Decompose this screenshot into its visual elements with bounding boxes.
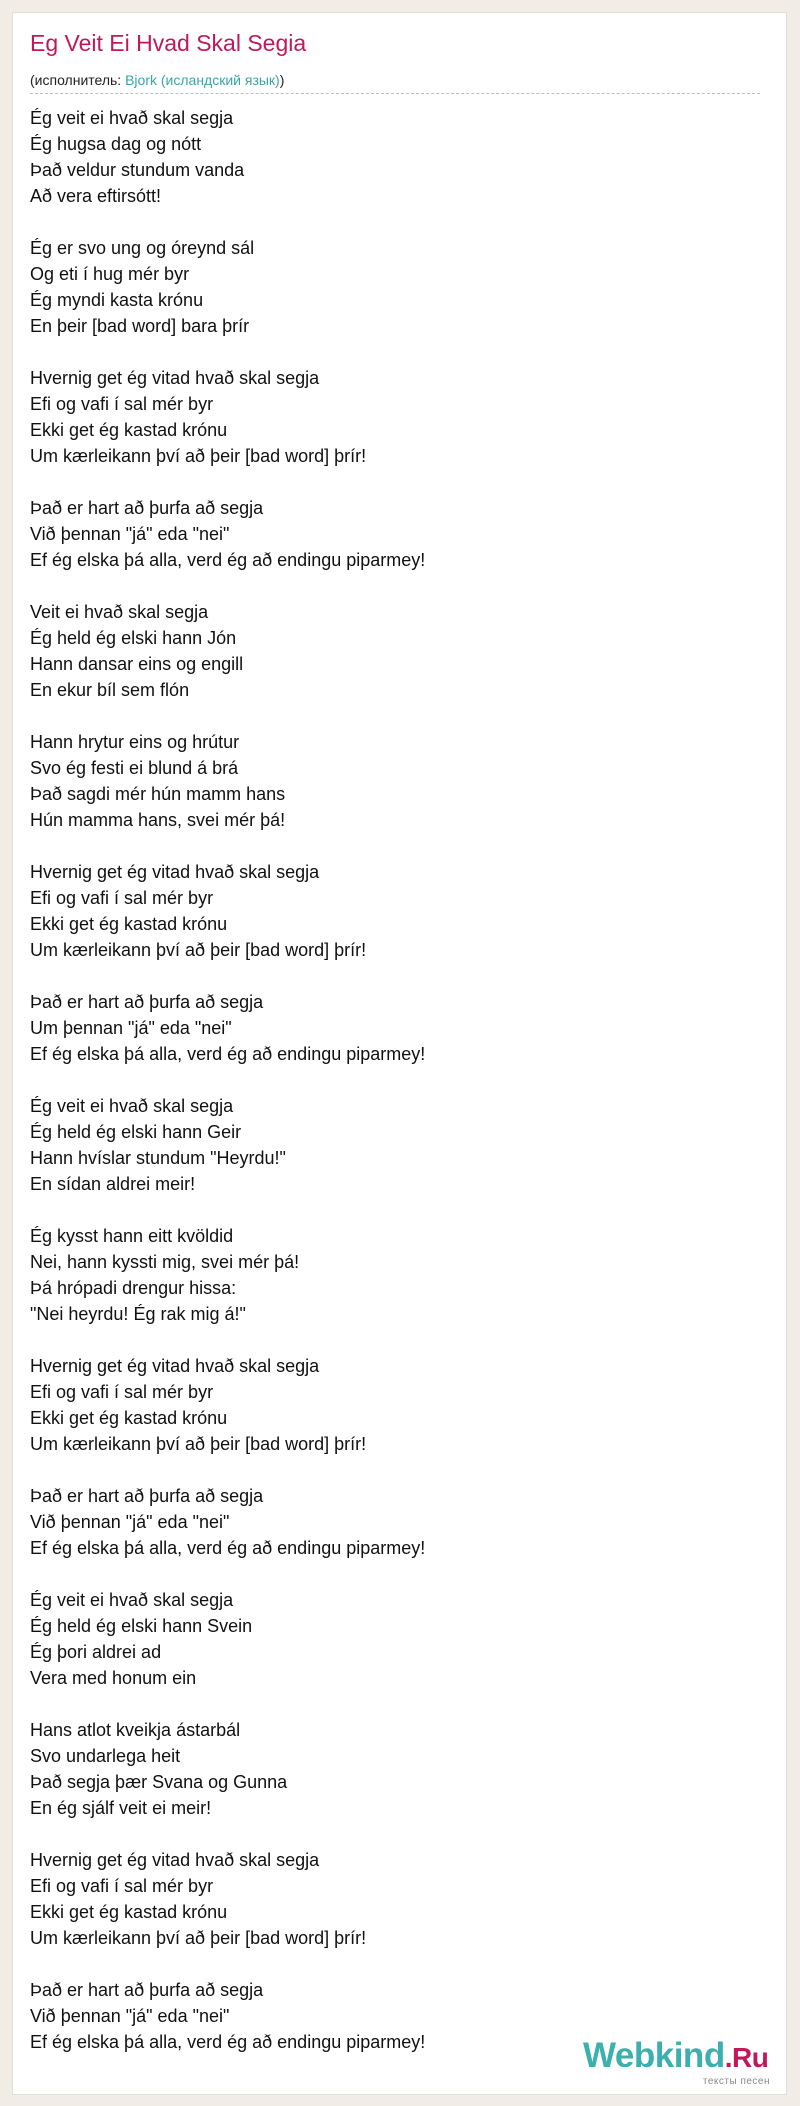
lyric-line: Ég þori aldrei ad bbox=[30, 1642, 162, 1662]
lyric-stanza bbox=[30, 1483, 750, 1561]
lyric-stanza bbox=[30, 729, 750, 833]
artist-prefix: (исполнитель: bbox=[30, 72, 126, 88]
lyric-line: Ég myndi kasta krónu bbox=[30, 290, 204, 310]
lyric-line: Efi og vafi í sal mér byr bbox=[30, 1382, 214, 1402]
lyric-line: Svo undarlega heit bbox=[30, 1746, 181, 1766]
lyric-line: Ekki get ég kastad krónu bbox=[30, 1902, 228, 1922]
lyric-line: Ef ég elska þá alla, verd ég að endingu piparmey! bbox=[30, 2032, 426, 2052]
artist-suffix: ) bbox=[279, 72, 285, 88]
lyric-line: Við þennan "já" eda "nei" bbox=[30, 1512, 230, 1532]
lyric-line: Hans atlot kveikja ástarbál bbox=[30, 1720, 241, 1740]
lyric-stanza bbox=[30, 599, 750, 703]
lyric-line: En ég sjálf veit ei meir! bbox=[30, 1798, 212, 1818]
lyric-line: Um þennan "já" eda "nei" bbox=[30, 1018, 232, 1038]
artist-line bbox=[30, 72, 284, 88]
lyric-line: Þá hrópadi drengur hissa: bbox=[30, 1278, 237, 1298]
lyric-stanza bbox=[30, 989, 750, 1067]
lyric-line: Ef ég elska þá alla, verd ég að endingu piparmey! bbox=[30, 1044, 426, 1064]
lyric-line: Hún mamma hans, svei mér þá! bbox=[30, 810, 286, 830]
lyric-line: Um kærleikann því að þeir [bad word] þrír! bbox=[30, 940, 367, 960]
lyric-line: "Nei heyrdu! Ég rak mig á!" bbox=[30, 1304, 246, 1324]
logo-tld: .Ru bbox=[724, 2042, 769, 2073]
lyric-line: Veit ei hvað skal segja bbox=[30, 602, 209, 622]
lyric-line: Það sagdi mér hún mamm hans bbox=[30, 784, 286, 804]
lyric-line: Það er hart að þurfa að segja bbox=[30, 992, 264, 1012]
lyric-line: Ég veit ei hvað skal segja bbox=[30, 108, 234, 128]
lyric-line: Vera med honum ein bbox=[30, 1668, 197, 1688]
lyric-stanza bbox=[30, 1353, 750, 1457]
lyric-line: Ef ég elska þá alla, verd ég að endingu piparmey! bbox=[30, 1538, 426, 1558]
lyric-line: Efi og vafi í sal mér byr bbox=[30, 1876, 214, 1896]
lyric-line: Það er hart að þurfa að segja bbox=[30, 1486, 264, 1506]
lyric-line: Ekki get ég kastad krónu bbox=[30, 914, 228, 934]
lyric-line: Það er hart að þurfa að segja bbox=[30, 1980, 264, 2000]
lyric-line: Um kærleikann því að þeir [bad word] þrír! bbox=[30, 446, 367, 466]
lyrics-body bbox=[30, 105, 750, 2081]
lyric-line: Hvernig get ég vitad hvað skal segja bbox=[30, 1356, 320, 1376]
lyric-line: Ég held ég elski hann Jón bbox=[30, 628, 237, 648]
logo-main-text: Webkind bbox=[583, 2036, 725, 2075]
lyric-line: Það segja þær Svana og Gunna bbox=[30, 1772, 288, 1792]
lyric-line: En ekur bíl sem flón bbox=[30, 680, 190, 700]
lyric-stanza bbox=[30, 1093, 750, 1197]
lyric-line: Ég veit ei hvað skal segja bbox=[30, 1096, 234, 1116]
lyric-stanza bbox=[30, 1223, 750, 1327]
lyric-stanza bbox=[30, 235, 750, 339]
lyric-line: Ég held ég elski hann Svein bbox=[30, 1616, 253, 1636]
lyric-stanza bbox=[30, 495, 750, 573]
lyric-line: Ef ég elska þá alla, verd ég að endingu piparmey! bbox=[30, 550, 426, 570]
lyric-line: Það veldur stundum vanda bbox=[30, 160, 245, 180]
song-title: Eg Veit Ei Hvad Skal Segia bbox=[30, 30, 307, 56]
lyric-stanza bbox=[30, 859, 750, 963]
logo-wordmark bbox=[583, 2036, 768, 2076]
lyric-stanza bbox=[30, 1587, 750, 1691]
lyric-line: Hann dansar eins og engill bbox=[30, 654, 244, 674]
logo-tagline: тексты песен bbox=[702, 2076, 770, 2087]
lyric-line: Hann hvíslar stundum "Heyrdu!" bbox=[30, 1148, 286, 1168]
lyric-line: Við þennan "já" eda "nei" bbox=[30, 524, 230, 544]
lyric-line: Ekki get ég kastad krónu bbox=[30, 1408, 228, 1428]
artist-link[interactable]: Bjork (исландский язык) bbox=[125, 72, 280, 88]
lyric-line: Ég kysst hann eitt kvöldid bbox=[30, 1226, 234, 1246]
lyric-line: Hvernig get ég vitad hvað skal segja bbox=[30, 1850, 320, 1870]
lyric-line: Að vera eftirsótt! bbox=[30, 186, 162, 206]
lyric-line: Um kærleikann því að þeir [bad word] þrír! bbox=[30, 1928, 367, 1948]
lyric-line: Svo ég festi ei blund á brá bbox=[30, 758, 239, 778]
lyric-line: Ég hugsa dag og nótt bbox=[30, 134, 202, 154]
lyric-stanza bbox=[30, 365, 750, 469]
lyric-line: Efi og vafi í sal mér byr bbox=[30, 888, 214, 908]
lyric-stanza bbox=[30, 1717, 750, 1821]
lyric-line: Efi og vafi í sal mér byr bbox=[30, 394, 214, 414]
lyric-line: Hvernig get ég vitad hvað skal segja bbox=[30, 862, 320, 882]
lyric-line: Ég er svo ung og óreynd sál bbox=[30, 238, 255, 258]
lyric-line: Það er hart að þurfa að segja bbox=[30, 498, 264, 518]
lyric-stanza bbox=[30, 105, 750, 209]
lyric-line: Ég held ég elski hann Geir bbox=[30, 1122, 242, 1142]
lyric-line: Um kærleikann því að þeir [bad word] þrír! bbox=[30, 1434, 367, 1454]
lyric-line: Og eti í hug mér byr bbox=[30, 264, 190, 284]
lyric-line: En sídan aldrei meir! bbox=[30, 1174, 196, 1194]
lyric-line: Hann hrytur eins og hrútur bbox=[30, 732, 240, 752]
lyric-line: Ekki get ég kastad krónu bbox=[30, 420, 228, 440]
dashed-divider bbox=[30, 93, 760, 94]
lyric-line: Við þennan "já" eda "nei" bbox=[30, 2006, 230, 2026]
lyric-line: Ég veit ei hvað skal segja bbox=[30, 1590, 234, 1610]
lyric-stanza bbox=[30, 1847, 750, 1951]
lyric-line: En þeir [bad word] bara þrír bbox=[30, 316, 250, 336]
lyric-line: Hvernig get ég vitad hvað skal segja bbox=[30, 368, 320, 388]
site-logo[interactable] bbox=[583, 2036, 778, 2086]
lyric-line: Nei, hann kyssti mig, svei mér þá! bbox=[30, 1252, 300, 1272]
